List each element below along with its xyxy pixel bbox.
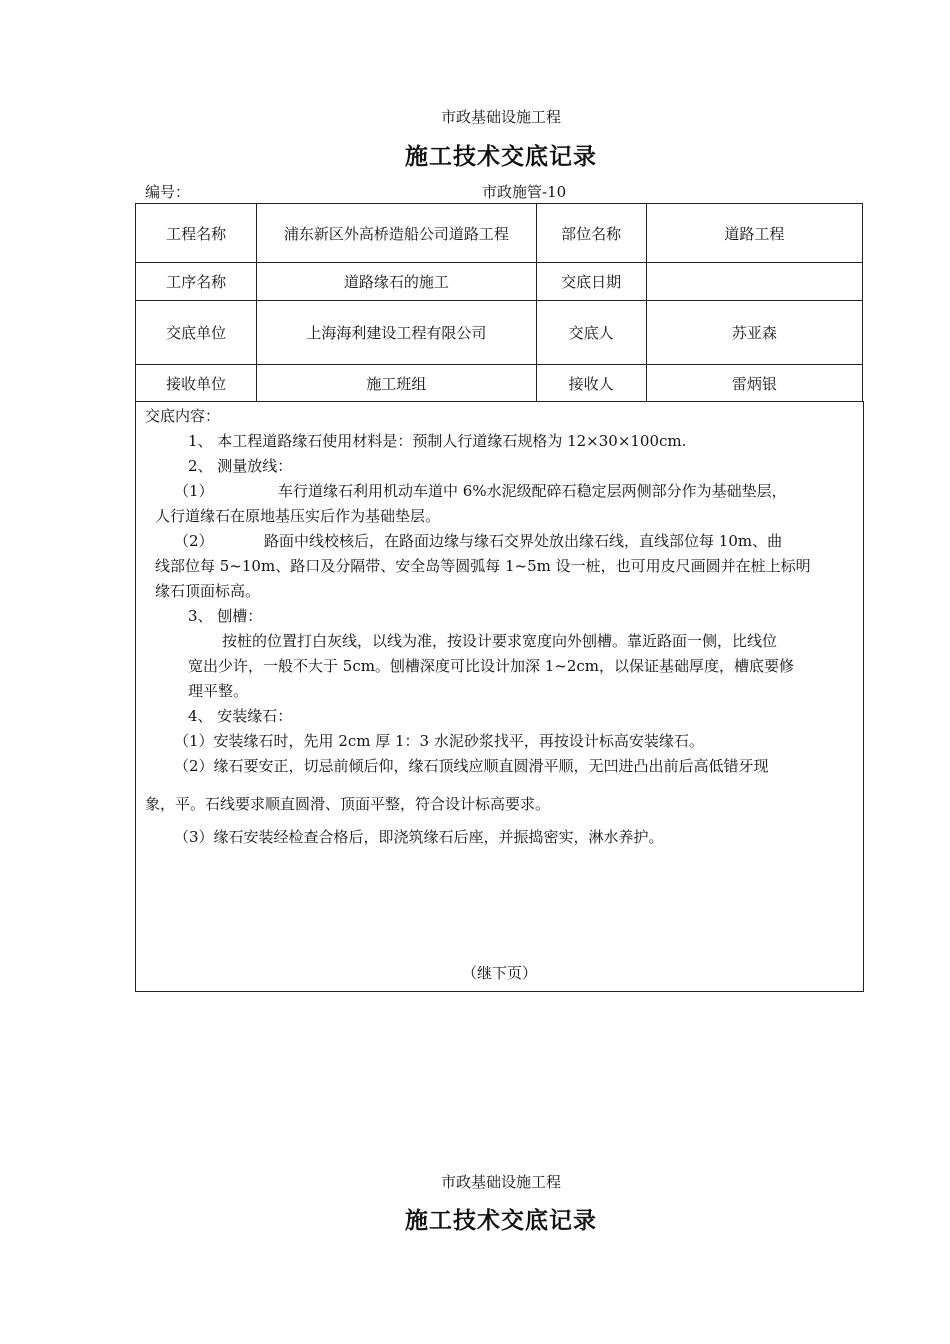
project-name-value: 浦东新区外高桥造船公司道路工程 xyxy=(257,204,536,263)
content-item-2-1-line1: 车行道缘石利用机动车道中 6%水泥级配碎石稳定层两侧部分作为基础垫层， xyxy=(278,482,787,500)
briefer-value: 苏亚森 xyxy=(646,301,862,365)
content-item-3: 3、 刨槽： xyxy=(188,607,263,625)
record-code-label: 编号： xyxy=(145,183,191,201)
page2-supertitle: 市政基础设施工程 xyxy=(440,1173,561,1191)
content-item-2-2-line2: 线部位每 5~10m、路口及分隔带、安全岛等圆弧每 1~5m 设一桩，也可用皮尺画圆并在桩上标明 xyxy=(155,557,811,575)
briefing-content-box xyxy=(135,401,864,992)
receiver-value: 雷炳银 xyxy=(646,365,862,402)
briefing-unit-label: 交底单位 xyxy=(136,301,257,365)
page-title: 施工技术交底记录 xyxy=(405,143,597,170)
table-row xyxy=(136,365,863,402)
briefer-label: 交底人 xyxy=(536,301,646,365)
table-row xyxy=(136,204,863,263)
content-item-2-2-line3: 缘石顶面标高。 xyxy=(155,582,261,600)
process-name-value: 道路缘石的施工 xyxy=(257,263,536,301)
content-item-2: 2、 测量放线： xyxy=(188,457,293,475)
process-name-label: 工序名称 xyxy=(136,263,257,301)
content-item-4-3: （3）缘石安装经检查合格后，即浇筑缘石后座，并振捣密实，淋水养护。 xyxy=(174,828,664,846)
page2-title: 施工技术交底记录 xyxy=(405,1207,597,1234)
receiver-label: 接收人 xyxy=(536,365,646,402)
info-table xyxy=(135,203,863,402)
content-item-4-1: （1）安装缘石时，先用 2cm 厚 1：3 水泥砂浆找平，再按设计标高安装缘石。 xyxy=(174,732,704,750)
content-item-3-line2: 宽出少许，一般不大于 5cm。刨槽深度可比设计加深 1~2cm，以保证基础厚度，槽底要修 xyxy=(188,657,794,675)
content-item-4: 4、 安装缘石： xyxy=(188,707,293,725)
page-supertitle: 市政基础设施工程 xyxy=(440,108,561,126)
content-heading: 交底内容： xyxy=(145,407,221,425)
table-row xyxy=(136,263,863,301)
record-code-value: 市政施管-10 xyxy=(482,183,567,201)
briefing-date-label: 交底日期 xyxy=(536,263,646,301)
content-item-1: 1、 本工程道路缘石使用材料是：预制人行道缘石规格为 12×30×100cm. xyxy=(188,432,687,450)
content-item-2-1-number: （1） xyxy=(174,482,214,500)
continued-next-page: （继下页） xyxy=(461,964,537,982)
content-item-3-line1: 按桩的位置打白灰线，以线为准，按设计要求宽度向外刨槽。靠近路面一侧，比线位 xyxy=(222,632,778,650)
content-item-2-1-line2: 人行道缘石在原地基压实后作为基础垫层。 xyxy=(155,507,441,525)
briefing-date-value xyxy=(646,263,862,301)
content-item-3-line3: 理平整。 xyxy=(188,682,249,700)
content-item-2-2-line1: 路面中线校核后，在路面边缘与缘石交界处放出缘石线，直线部位每 10m、曲 xyxy=(264,532,783,550)
content-item-2-2-number: （2） xyxy=(174,532,214,550)
briefing-unit-value: 上海海利建设工程有限公司 xyxy=(257,301,536,365)
table-row xyxy=(136,301,863,365)
section-name-value: 道路工程 xyxy=(646,204,862,263)
receiving-unit-value: 施工班组 xyxy=(257,365,536,402)
project-name-label: 工程名称 xyxy=(136,204,257,263)
content-item-4-2-line1: （2）缘石要安正，切忌前倾后仰，缘石顶线应顺直圆滑平顺，无凹进凸出前后高低错牙现 xyxy=(174,757,769,775)
receiving-unit-label: 接收单位 xyxy=(136,365,257,402)
content-item-4-2-line2: 象，平。石线要求顺直圆滑、顶面平整，符合设计标高要求。 xyxy=(145,795,551,813)
section-name-label: 部位名称 xyxy=(536,204,646,263)
